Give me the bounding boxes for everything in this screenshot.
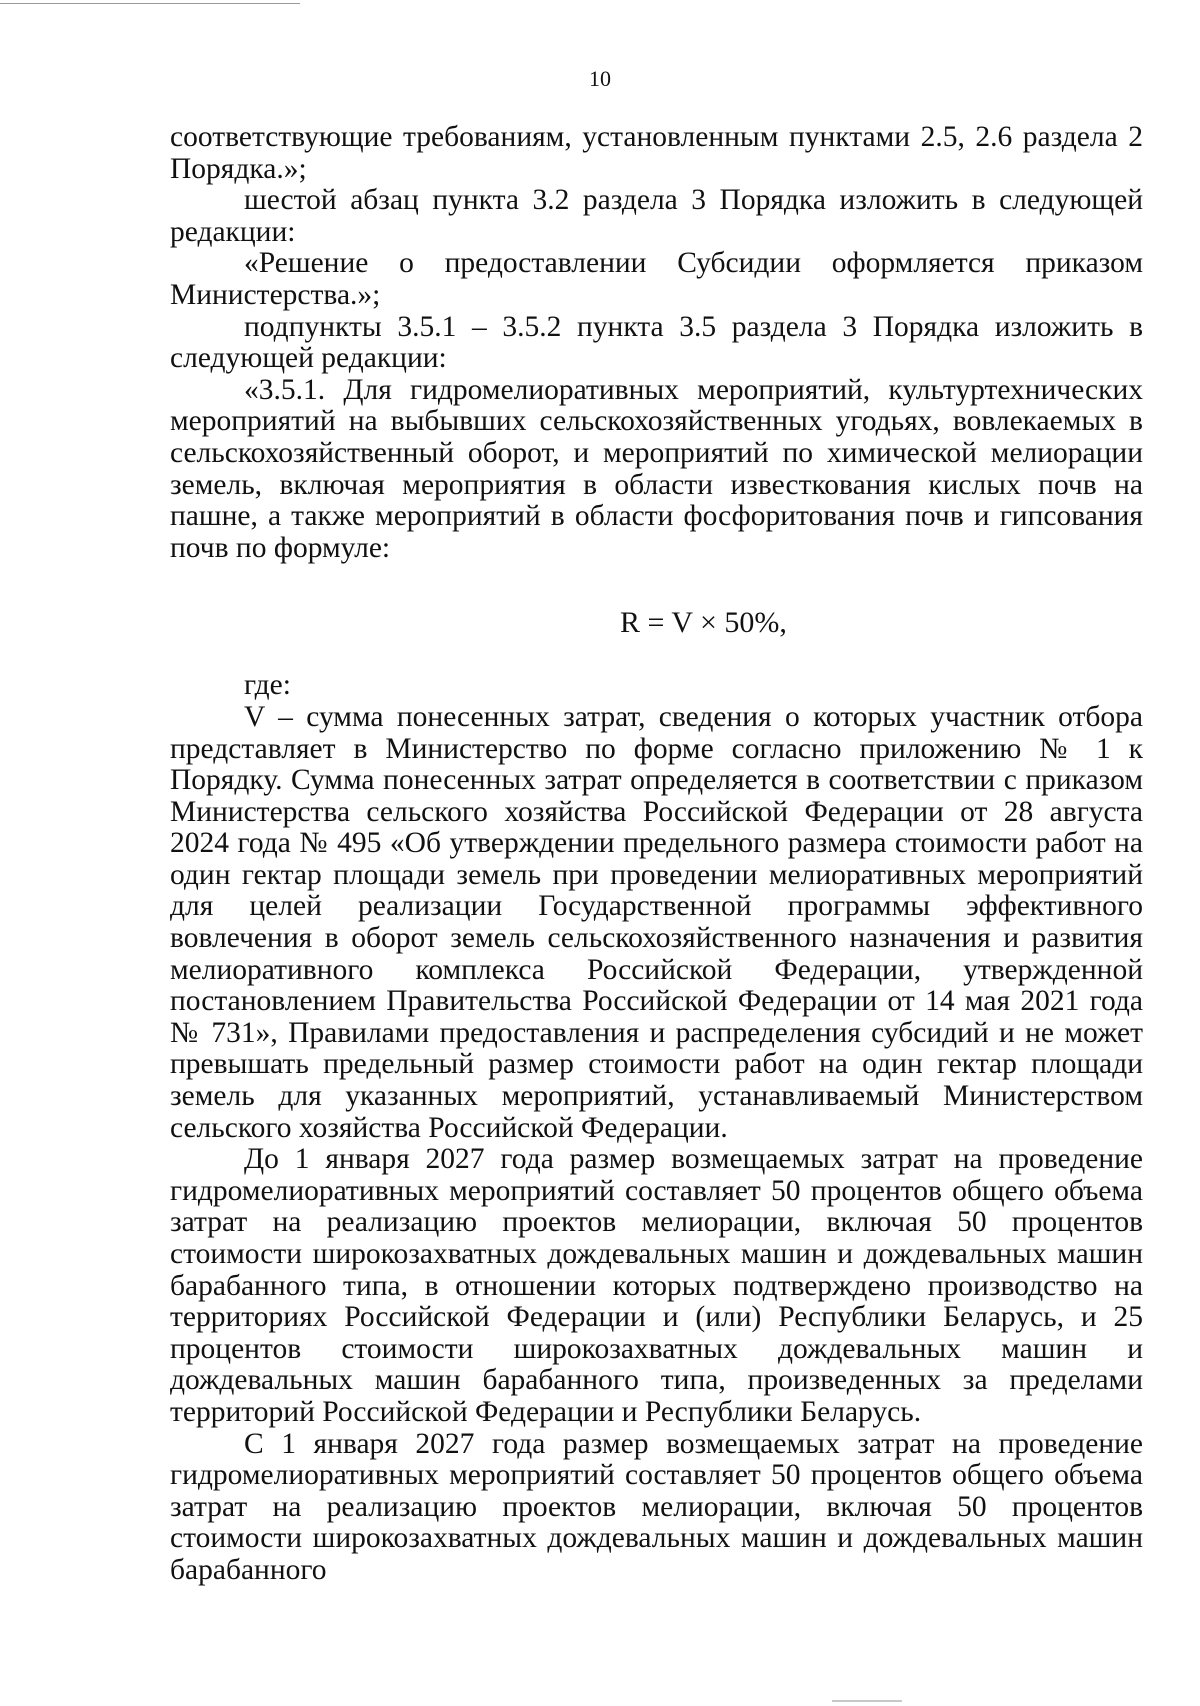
paragraph-2: шестой абзац пункта 3.2 раздела 3 Порядка изложить в следующей редакции: [170, 184, 1143, 248]
page-number: 10 [589, 66, 611, 91]
scan-edge-line [0, 3, 300, 4]
paragraph-3: «Решение о предоставлении Субсидии оформляется приказом Министерства.»; [170, 247, 1143, 311]
paragraph-6: где: [244, 669, 291, 702]
formula: R = V × 50%, [620, 606, 787, 640]
paragraph-1: соответствующие требованиям, установленным пунктами 2.5, 2.6 раздела 2 Порядка.»; [170, 121, 1143, 185]
paragraph-5: «3.5.1. Для гидромелиоративных мероприятий, культуртехнических мероприятий на выбывших сельскохозяйственных угодьях, вовлекаемых в сельскохозяйственный оборот, и мероприятий по химической мелиорации земель, включая мероприятия в области известкования кислых почв на пашне, а также мероприятий в области фосфоритования почв и гипсования почв по формуле: [170, 373, 1143, 564]
paragraph-9: С 1 января 2027 года размер возмещаемых затрат на проведение гидромелиоративных мероприятий составляет 50 процентов общего объема затрат на реализацию проектов мелиорации, включая 50 процентов стоимости широкозахватных дождевальных машин и дождевальных машин барабанного [170, 1427, 1143, 1586]
paragraph-4: подпункты 3.5.1 – 3.5.2 пункта 3.5 раздела 3 Порядка изложить в следующей редакции: [170, 310, 1143, 375]
paragraph-8: До 1 января 2027 года размер возмещаемых затрат на проведение гидромелиоративных мероприятий составляет 50 процентов общего объема затрат на реализацию проектов мелиорации, включая 50 процентов стоимости широкозахватных дождевальных машин и дождевальных машин барабанного типа, в отношении которых подтверждено производство на территориях Российской Федерации и (или) Республики Беларусь, и 25 процентов стоимости широкозахватных дождевальных машин и дождевальных машин барабанного типа, произведенных за пределами территорий Российской Федерации и Республики Беларусь. [170, 1143, 1143, 1428]
document-body [170, 122, 1143, 1587]
scan-bottom-mark [832, 1700, 902, 1702]
paragraph-7: V – сумма понесенных затрат, сведения о которых участник отбора представляет в Министерство по форме согласно приложению № 1 к Порядку. Сумма понесенных затрат определяется в соответствии с приказом Министерства сельского хозяйства Российской Федерации от 28 августа 2024 года № 495 «Об утверждении предельного размера стоимости работ на один гектар площади земель при проведении мелиоративных мероприятий для целей реализации Государственной программы эффективного вовлечения в оборот земель сельскохозяйственного назначения и развития мелиоративного комплекса Российской Федерации, утвержденной постановлением Правительства Российской Федерации от 14 мая 2021 года № 731», Правилами предоставления и распределения субсидий и не может превышать предельный размер стоимости работ на один гектар площади земель для указанных мероприятий, устанавливаемый Министерством сельского хозяйства Российской Федерации. [170, 700, 1143, 1144]
